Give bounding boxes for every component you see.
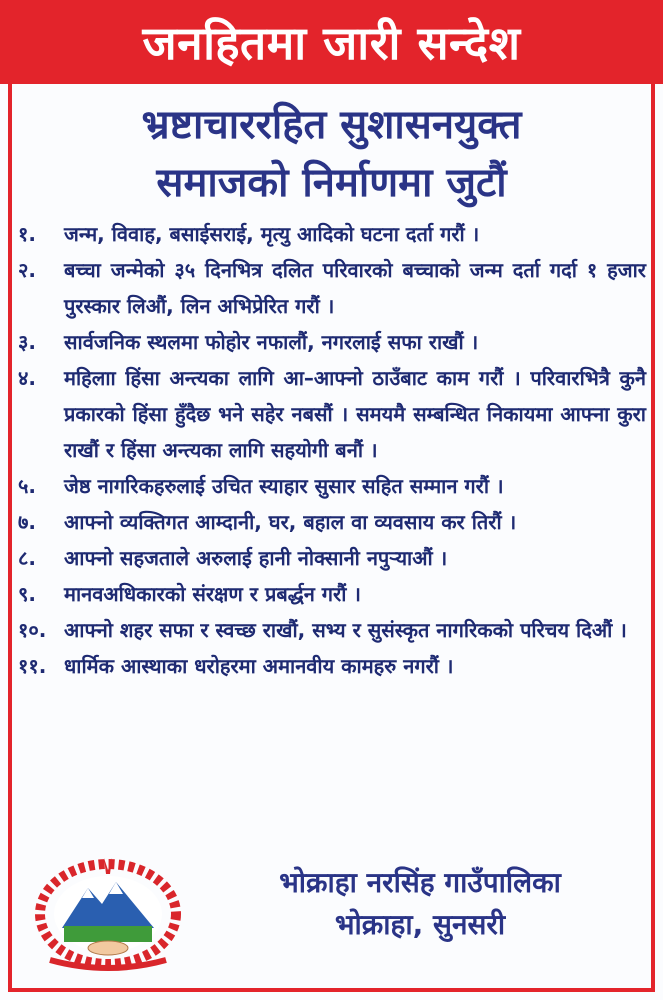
- item-text: आफ्नो व्यक्तिगत आम्दानी, घर, बहाल वा व्यवसाय कर तिरौं ।: [64, 510, 517, 534]
- org-line-1: भोक्राहा नरसिंह गाउँपालिका: [279, 866, 561, 899]
- item-number: ५.: [18, 474, 36, 498]
- list-item: [18, 324, 646, 360]
- item-text: जन्म, विवाह, बसाईसराई, मृत्यु आदिको घटना दर्ता गरौं ।: [64, 222, 480, 246]
- item-number: ११.: [18, 654, 47, 678]
- header-title: जनहितमा जारी सन्देश: [142, 16, 521, 70]
- item-number: १०.: [18, 618, 47, 642]
- poster-header: [0, 0, 663, 84]
- list-item: [18, 612, 646, 648]
- list-item: [18, 648, 646, 684]
- list-item: [18, 252, 646, 324]
- item-number: ८.: [18, 546, 36, 570]
- organization-name: [200, 862, 640, 946]
- item-text: महिलाा हिंसा अन्त्यका लागि आ–आफ्नो ठाउँबाट काम गरौं । परिवारभित्रै कुनै प्रकारको हिंसा हुँदैछ भने सहेर नबसौं । समयमै सम्बन्धित निकायमा आफ्ना कुरा राखौं र हिंसा अन्त्यका लागि सहयोगी बनौं ।: [64, 366, 646, 462]
- item-number: ७.: [18, 510, 36, 534]
- list-item: [18, 576, 646, 612]
- item-number: ९.: [18, 582, 36, 606]
- item-number: ४.: [18, 366, 36, 390]
- item-text: मानवअधिकारको संरक्षण र प्रबर्द्धन गरौं ।: [64, 582, 361, 606]
- item-text: बच्चा जन्मेको ३५ दिनभित्र दलित परिवारको बच्चाको जन्म दर्ता गर्दा १ हजार पुरस्कार लिऔं, लिन अभिप्रेरित गरौं ।: [64, 258, 646, 318]
- subtitle-line-1: भ्रष्टाचाररहित सुशासनयुक्त: [141, 102, 522, 148]
- item-text: धार्मिक आस्थाका धरोहरमा अमानवीय कामहरु नगरौं ।: [64, 654, 454, 678]
- nepal-government-emblem-icon: [30, 852, 186, 972]
- subtitle-line-2: समाजको निर्माणमा जुटौं: [156, 160, 507, 206]
- list-item: [18, 216, 646, 252]
- list-item: [18, 468, 646, 504]
- item-text: सार्वजनिक स्थलमा फोहोर नफालौं, नगरलाई सफा राखौं ।: [64, 330, 479, 354]
- list-item: [18, 540, 646, 576]
- list-item: [18, 360, 646, 468]
- item-number: २.: [18, 258, 36, 282]
- item-text: जेष्ठ नागरिकहरुलाई उचित स्याहार सुसार सहित सम्मान गरौं ।: [64, 474, 504, 498]
- item-text: आफ्नो सहजताले अरुलाई हानी नोक्सानी नपुर्‍याऔं ।: [64, 546, 448, 570]
- poster-subtitle: [0, 96, 663, 212]
- item-number: ३.: [18, 330, 36, 354]
- item-number: १.: [18, 222, 36, 246]
- list-item: [18, 504, 646, 540]
- item-text: आफ्नो शहर सफा र स्वच्छ राखौं, सभ्य र सुसंस्कृत नागरिकको परिचय दिऔं ।: [64, 618, 627, 642]
- message-list: [18, 216, 646, 684]
- org-line-2: भोक्राहा, सुनसरी: [334, 908, 506, 941]
